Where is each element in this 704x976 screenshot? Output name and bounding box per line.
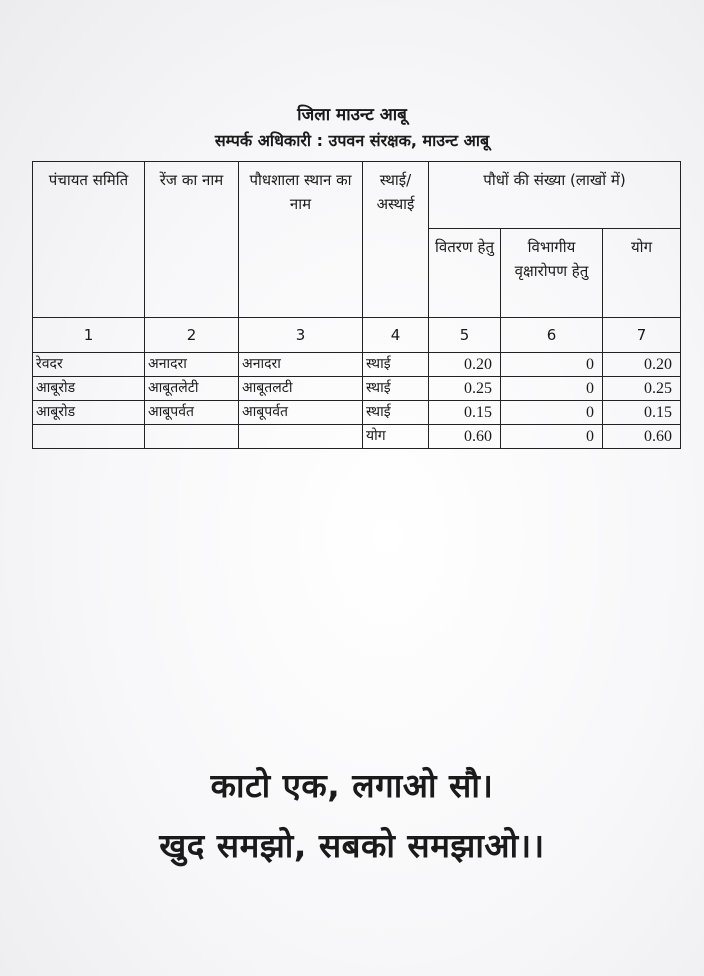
departmental-cell: 0 [501,401,603,425]
panchayat-cell: आबूरोड [33,377,145,401]
empty-cell [239,425,363,449]
total-departmental: 0 [501,425,603,449]
nursery-table [32,161,681,449]
departmental-cell: 0 [501,377,603,401]
header-distribution: वितरण हेतु [429,229,501,318]
column-number: 2 [145,318,239,353]
total-cell: 0.20 [603,353,681,377]
distribution-cell: 0.15 [429,401,501,425]
total-distribution: 0.60 [429,425,501,449]
column-number-row [33,318,681,353]
column-number: 5 [429,318,501,353]
distribution-cell: 0.20 [429,353,501,377]
grand-total: 0.60 [603,425,681,449]
range-cell: अनादरा [145,353,239,377]
table-row [33,353,681,377]
panchayat-cell: आबूरोड [33,401,145,425]
column-number: 7 [603,318,681,353]
header-plant-count: पौधों की संख्या (लाखों में) [429,162,681,229]
column-number: 3 [239,318,363,353]
header-total: योग [603,229,681,318]
column-number: 6 [501,318,603,353]
column-number: 4 [363,318,429,353]
empty-cell [145,425,239,449]
type-cell: स्थाई [363,401,429,425]
district-title: जिला माउन्ट आबू [297,105,407,125]
total-row [33,425,681,449]
range-cell: आबूतलेटी [145,377,239,401]
table-row [33,401,681,425]
header-departmental: विभागीय वृक्षारोपण हेतु [501,229,603,318]
panchayat-cell: रेवदर [33,353,145,377]
nursery-cell: आबूतलटी [239,377,363,401]
total-label: योग [363,425,429,449]
type-cell: स्थाई [363,353,429,377]
distribution-cell: 0.25 [429,377,501,401]
table-row [33,377,681,401]
column-number: 1 [33,318,145,353]
total-cell: 0.15 [603,401,681,425]
nursery-cell: आबूपर्वत [239,401,363,425]
empty-cell [33,425,145,449]
nursery-cell: अनादरा [239,353,363,377]
departmental-cell: 0 [501,353,603,377]
header-nursery: पौधशाला स्थान का नाम [239,162,363,318]
type-cell: स्थाई [363,377,429,401]
header-panchayat: पंचायत समिति [33,162,145,318]
header-range: रेंज का नाम [145,162,239,318]
total-cell: 0.25 [603,377,681,401]
slogan-line-1: काटो एक, लगाओ सौ। [210,766,494,805]
slogan-line-2: खुद समझो, सबको समझाओ।। [159,826,545,865]
range-cell: आबूपर्वत [145,401,239,425]
header-type: स्थाई/ अस्थाई [363,162,429,318]
contact-officer-subtitle: सम्पर्क अधिकारी : उपवन संरक्षक, माउन्ट आबू [214,131,490,150]
